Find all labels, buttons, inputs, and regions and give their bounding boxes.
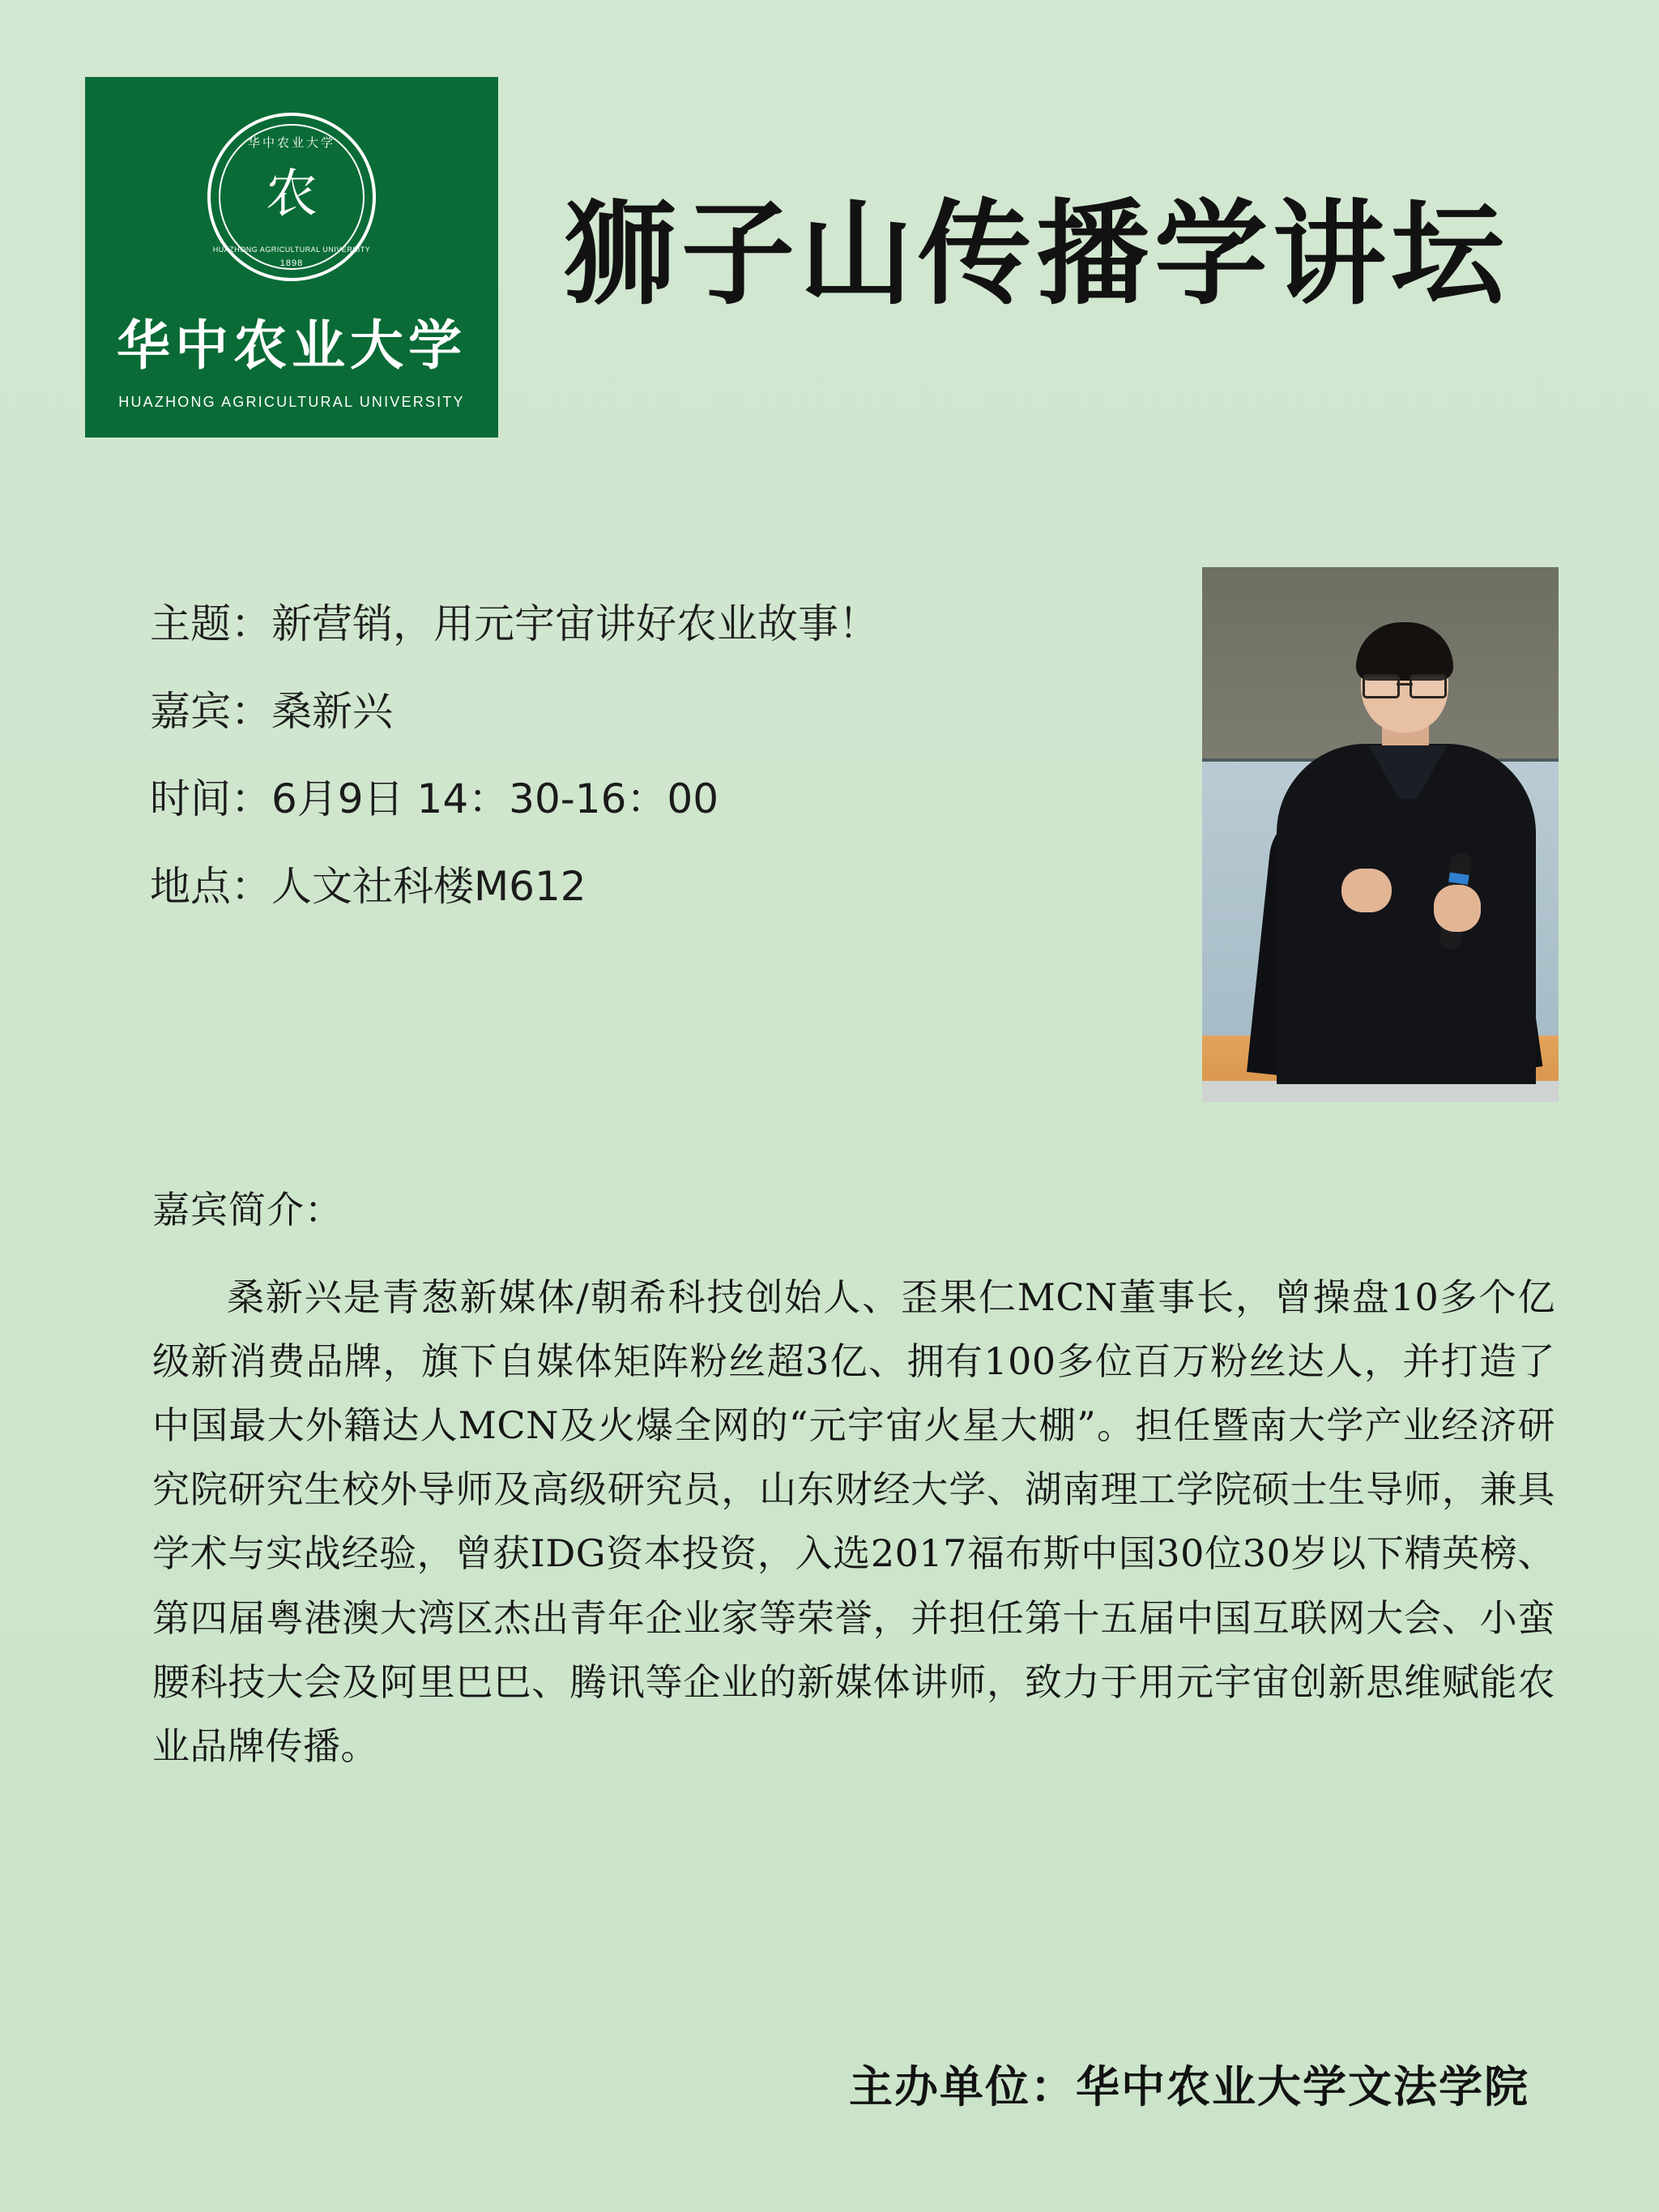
photo-hand-left bbox=[1341, 869, 1392, 912]
poster-header bbox=[85, 77, 1574, 442]
photo-hand-right bbox=[1434, 885, 1481, 932]
university-logo bbox=[85, 77, 498, 438]
guest-bio-heading: 嘉宾简介： bbox=[152, 1188, 343, 1232]
page-title: 狮子山传播学讲坛 bbox=[563, 189, 1510, 321]
seal-top-text: 华中农业大学 bbox=[247, 135, 335, 150]
guest-bio bbox=[152, 1188, 1555, 1779]
speaker-photo bbox=[1202, 567, 1559, 1102]
university-name-cn: 华中农业大学 bbox=[117, 313, 467, 377]
event-guest: 嘉宾：桑新兴 bbox=[150, 688, 393, 735]
event-topic: 主题：新营销，用元宇宙讲好农业故事！ bbox=[150, 600, 879, 647]
event-location: 地点：人文社科楼M612 bbox=[150, 863, 586, 910]
seal-year: 1898 bbox=[279, 258, 304, 268]
university-seal-icon bbox=[207, 113, 376, 281]
guest-bio-text: 桑新兴是青葱新媒体/朝希科技创始人、歪果仁MCN董事长，曾操盘10多个亿级新消费品牌，旗下自媒体矩阵粉丝超3亿、拥有100多位百万粉丝达人，并打造了中国最大外籍达人MCN及火爆全网的“元宇宙火星大棚”。担任暨南大学产业经济研究院研究生校外导师及高级研究员，山东财经大学、湖南理工学院硕士生导师，兼具学术与实战经验，曾获IDG资本投资，入选2017福布斯中国30位30岁以下精英榜、第四届粤港澳大湾区杰出青年企业家等荣誉，并担任第十五届中国互联网大会、小蛮腰科技大会及阿里巴巴、腾讯等企业的新媒体讲师，致力于用元宇宙创新思维赋能农业品牌传播。 bbox=[152, 1275, 1555, 1768]
university-name-en: HUAZHONG AGRICULTURAL UNIVERSITY bbox=[118, 393, 465, 410]
glasses-icon bbox=[1363, 674, 1447, 695]
organizer-line: 主办单位：华中农业大学文法学院 bbox=[849, 2061, 1529, 2112]
event-time: 时间：6月9日 14：30-16：00 bbox=[150, 775, 719, 822]
event-info-block bbox=[150, 600, 1138, 954]
seal-english-arc: HUAZHONG AGRICULTURAL UNIVERSITY bbox=[212, 245, 371, 254]
seal-glyph: 农 bbox=[266, 164, 318, 224]
